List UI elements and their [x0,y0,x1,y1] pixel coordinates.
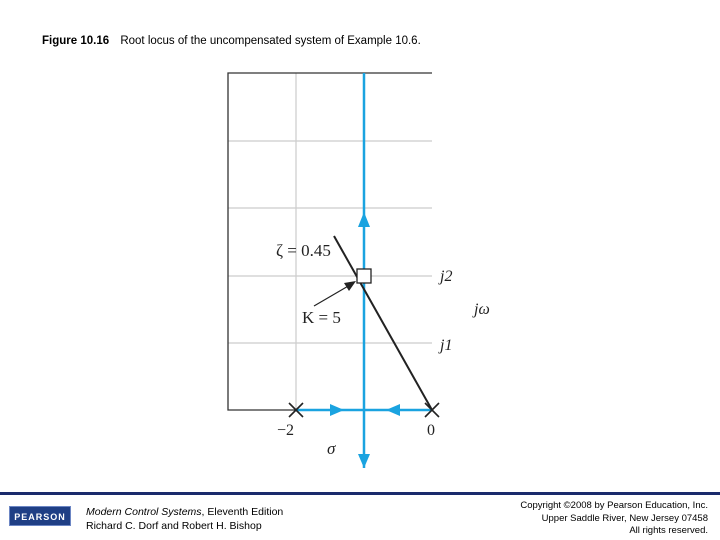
zeta-label: ζ = 0.45 [276,241,331,260]
book-edition: , Eleventh Edition [201,506,284,518]
tick-label-0: 0 [427,422,435,439]
sigma-axis-label: σ [327,439,336,458]
copyright-line-2: Upper Saddle River, New Jersey 07458 [541,512,708,524]
copyright-line-3: All rights reserved. [629,525,708,536]
pole-marker-square [357,269,371,283]
gain-label: K = 5 [302,308,341,327]
locus-arrow-left [386,404,400,416]
book-title-line [86,505,283,519]
publisher-logo: PEARSON [9,506,71,526]
j1-label: j1 [440,337,453,354]
book-authors: Richard C. Dorf and Robert H. Bishop [86,520,262,532]
figure-caption-text: Root locus of the uncompensated system of Example 10.6. [120,35,421,47]
jw-axis-label: jω [474,301,490,318]
book-info [86,505,283,533]
zeta-line [334,236,432,410]
j2-label: j2 [440,268,453,285]
gain-pointer-line [314,285,350,306]
footer-divider [0,492,720,495]
locus-arrow-right [330,404,344,416]
locus-arrow-down [358,454,370,468]
book-title: Modern Control Systems [86,506,202,518]
figure-label: Figure 10.16 [42,35,110,47]
copyright-notice [520,500,708,538]
gain-pointer-arrowhead [344,281,356,291]
copyright-line-1: Copyright ©2008 by Pearson Education, Inc. [520,500,708,511]
tick-label-neg2: −2 [277,422,295,439]
locus-arrow-up [358,212,370,227]
